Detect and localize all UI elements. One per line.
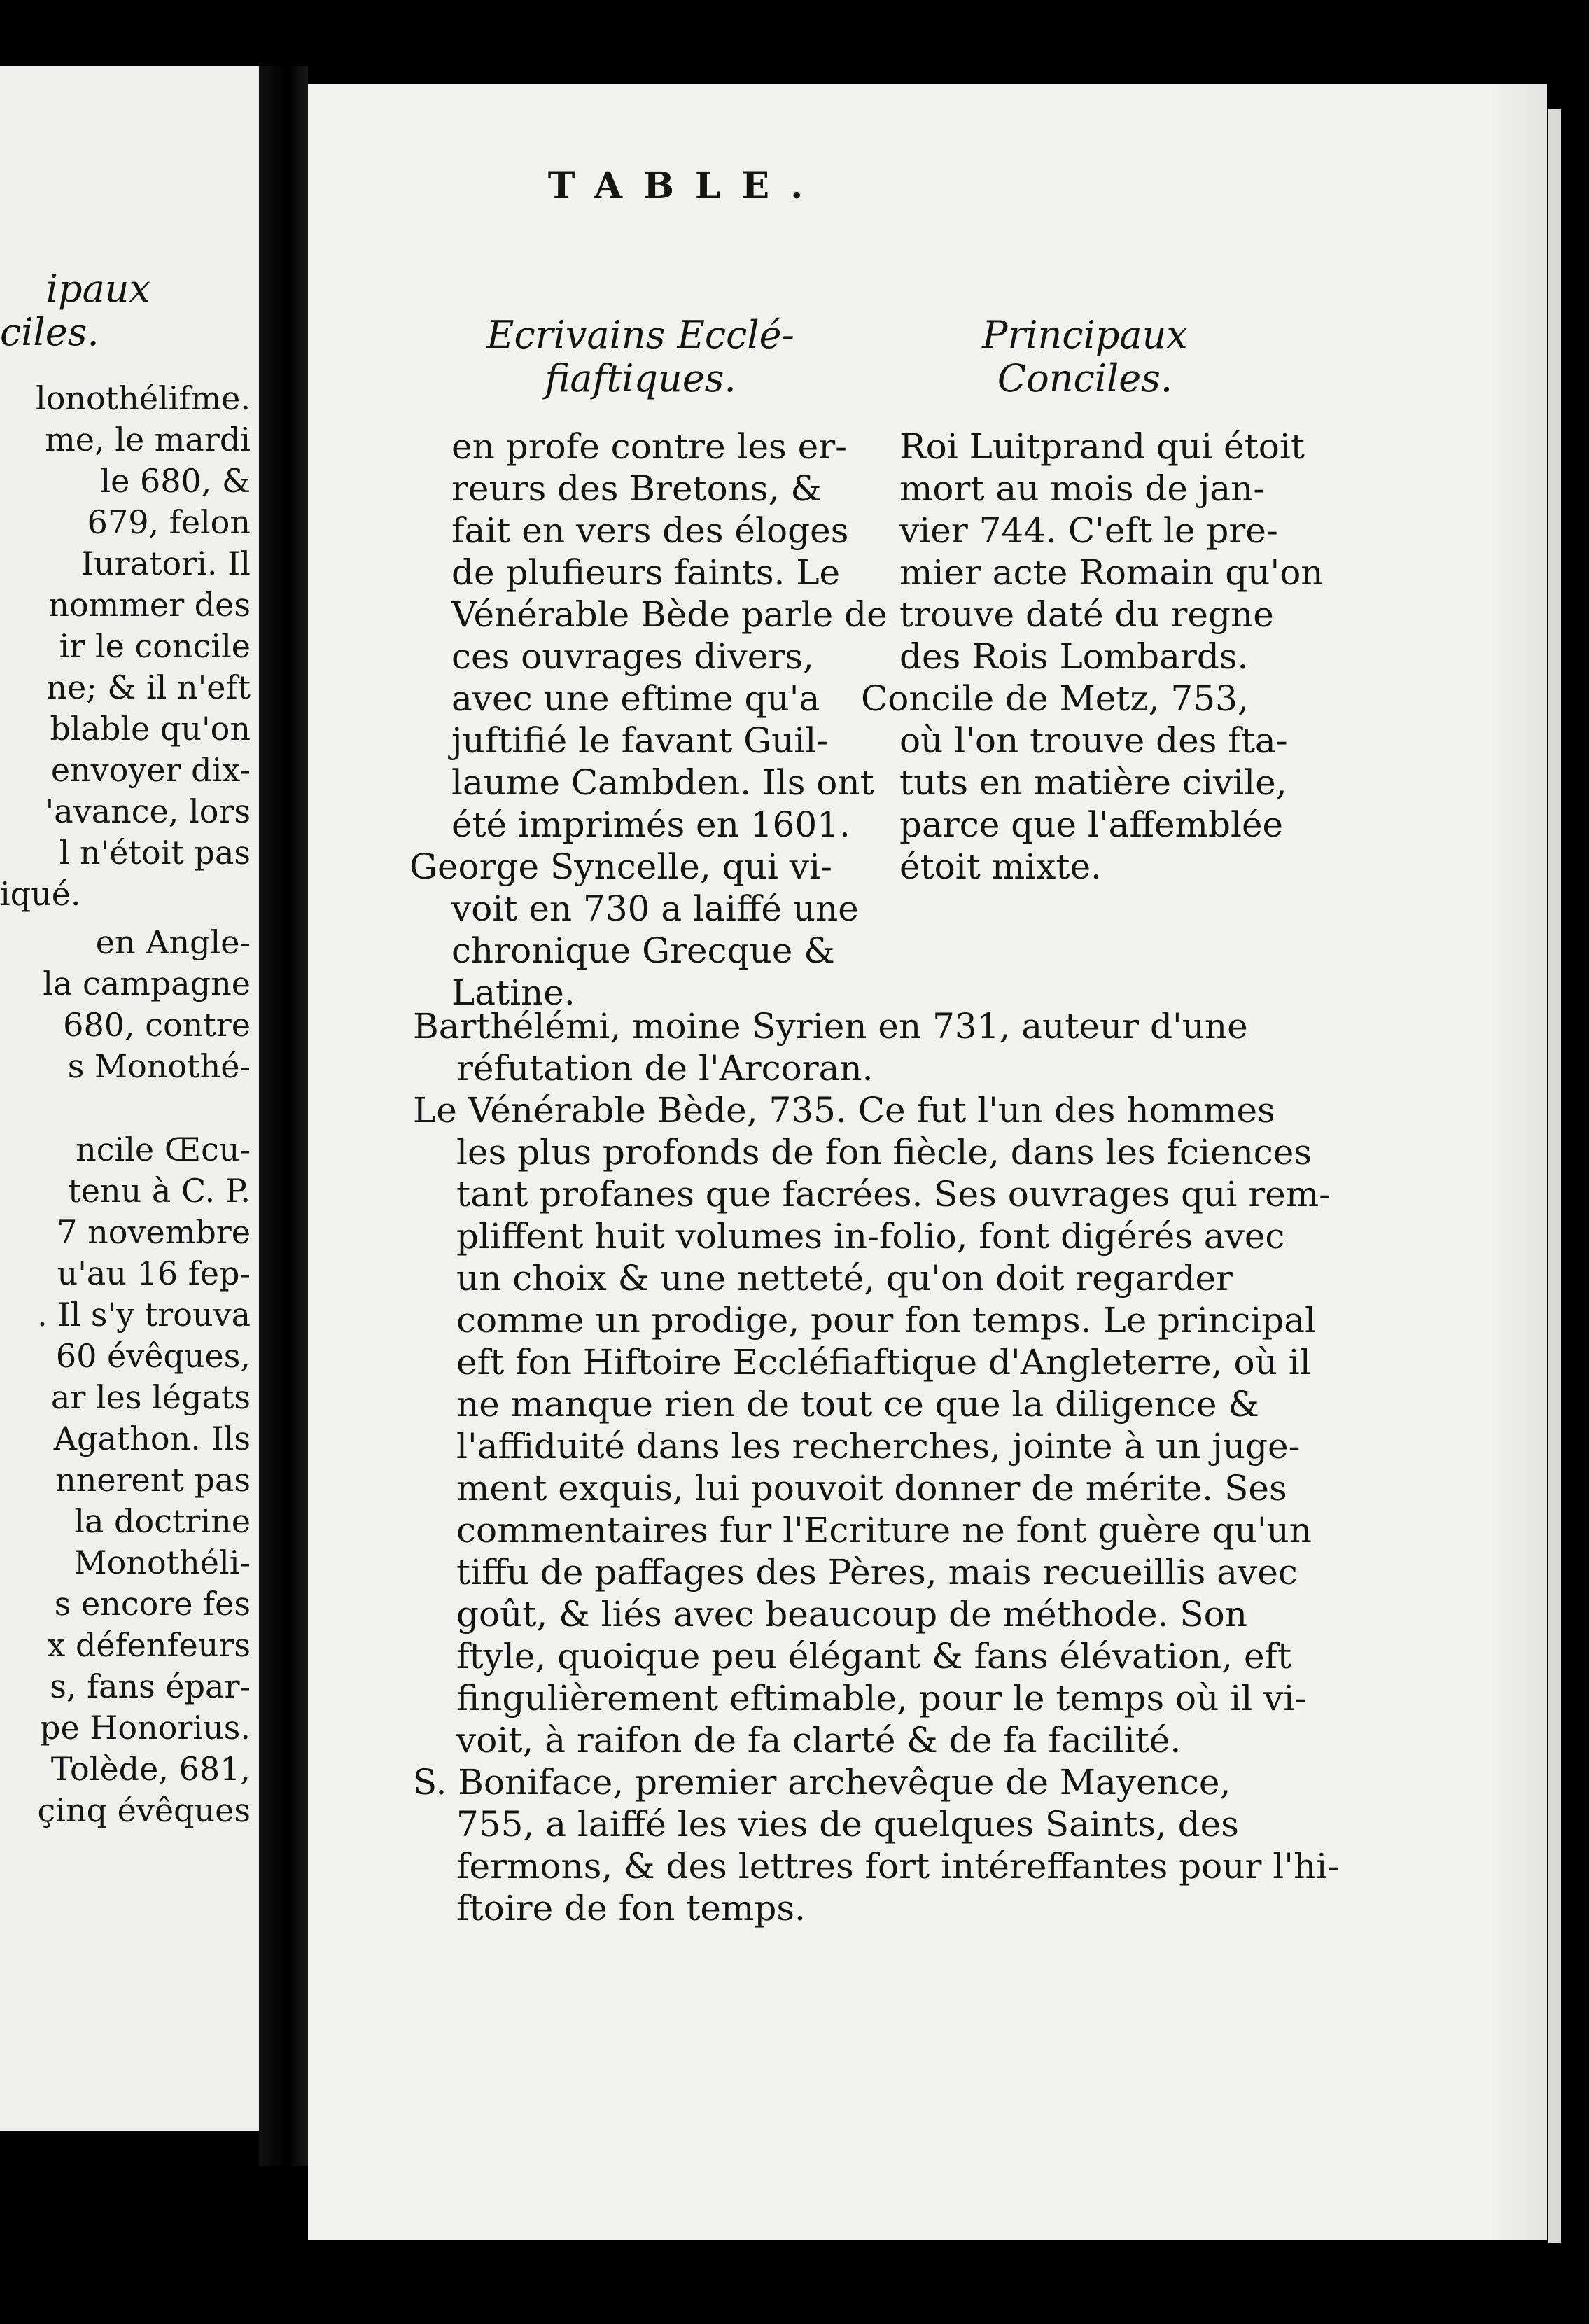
entry-line: fermons, & des lettres fort intéreffantes pour l'hi- bbox=[456, 1846, 1340, 1886]
left-text-line: 'avance, lors bbox=[45, 792, 251, 830]
left-text-line: ne; & il n'eft bbox=[46, 668, 251, 706]
left-text-line: en Angle- bbox=[95, 923, 251, 961]
entry-line: fingulièrement eftimable, pour le temps où il vi- bbox=[456, 1678, 1307, 1718]
councils-column-line: où l'on trouve des fta- bbox=[899, 720, 1288, 761]
writers-column-line: reurs des Bretons, & bbox=[451, 468, 822, 509]
left-text-line: 7 novembre bbox=[57, 1213, 251, 1251]
left-header-line-1: ipaux bbox=[46, 267, 150, 311]
left-text-line: çinq évêques bbox=[37, 1791, 251, 1829]
councils-column-line: étoit mixte. bbox=[899, 846, 1102, 887]
left-text-line: Iuratori. Il bbox=[80, 545, 251, 582]
councils-column-line: mier acte Romain qu'on bbox=[899, 552, 1324, 593]
writers-column-line: Latine. bbox=[451, 972, 575, 1013]
left-text-line: le 680, & bbox=[100, 462, 251, 500]
left-text-line: la campagne bbox=[43, 965, 251, 1002]
entry-line: Barthélémi, moine Syrien en 731, auteur d'une bbox=[413, 1006, 1248, 1046]
left-text-line: ir le concile bbox=[59, 627, 251, 665]
page-shadow bbox=[1491, 84, 1547, 2240]
left-text-line: pe Honorius. bbox=[40, 1709, 251, 1746]
entry-line: goût, & liés avec beaucoup de méthode. Son bbox=[456, 1594, 1247, 1634]
entry-line: comme un prodige, pour fon temps. Le principal bbox=[456, 1300, 1317, 1340]
entry-line: voit, à raifon de fa clarté & de fa facilité. bbox=[456, 1720, 1182, 1760]
page-title: TABLE. bbox=[547, 164, 825, 207]
councils-column-line: mort au mois de jan- bbox=[899, 468, 1266, 509]
left-text-line: u'au 16 fep- bbox=[57, 1254, 251, 1292]
entry-line: eft fon Hiftoire Eccléfiaftique d'Angleterre, où il bbox=[456, 1342, 1311, 1382]
left-text-line: Tolède, 681, bbox=[50, 1750, 251, 1788]
entry-line: réfutation de l'Arcoran. bbox=[456, 1048, 874, 1088]
left-text-line: Agathon. Ils bbox=[53, 1420, 251, 1457]
left-text-line: nnerent pas bbox=[55, 1461, 251, 1499]
writers-column-line: fait en vers des éloges bbox=[451, 510, 849, 551]
writers-column-line: Vénérable Bède parle de bbox=[451, 594, 888, 635]
left-text-line: nommer des bbox=[48, 586, 251, 624]
left-text-line: tenu à C. P. bbox=[68, 1172, 251, 1210]
left-text-line: s encore fes bbox=[54, 1585, 251, 1623]
column-heading-writers-line-2: fiaftiques. bbox=[545, 356, 736, 400]
left-text-line: l n'étoit pas bbox=[59, 834, 251, 872]
left-text-line: ar les légats bbox=[50, 1378, 251, 1416]
column-heading-councils-line-1: Principaux bbox=[982, 313, 1188, 357]
left-text-line: s Monothé- bbox=[67, 1047, 251, 1085]
writers-column-line: été imprimés en 1601. bbox=[451, 804, 850, 845]
writers-column-line: chronique Grecque & bbox=[451, 930, 835, 971]
entry-line: un choix & une netteté, qu'on doit regarder bbox=[456, 1258, 1233, 1298]
left-text-line: envoyer dix- bbox=[50, 751, 251, 789]
left-text-line: lonothélifme. bbox=[36, 379, 251, 417]
councils-column-line: Roi Luitprand qui étoit bbox=[899, 426, 1305, 467]
page-gutter bbox=[259, 66, 308, 2166]
writers-column-line: en profe contre les er- bbox=[451, 426, 847, 467]
left-text-line: 679, felon bbox=[87, 503, 251, 541]
entry-line: ftoire de fon temps. bbox=[456, 1888, 806, 1928]
entry-line: S. Boniface, premier archevêque de Mayence, bbox=[413, 1762, 1231, 1802]
left-text-line: 680, contre bbox=[63, 1006, 251, 1044]
column-heading-writers-line-1: Ecrivains Ecclé- bbox=[486, 313, 794, 357]
entry-line: ne manque rien de tout ce que la diligence & bbox=[456, 1384, 1259, 1424]
left-header-line-2: ciles. bbox=[0, 310, 99, 354]
left-text-line: la doctrine bbox=[74, 1502, 251, 1540]
councils-column-line: tuts en matière civile, bbox=[899, 762, 1287, 803]
writers-column-line: laume Cambden. Ils ont bbox=[451, 762, 874, 803]
councils-column-line: Concile de Metz, 753, bbox=[861, 678, 1249, 719]
entry-line: tiffu de paffages des Pères, mais recueillis avec bbox=[456, 1552, 1298, 1592]
writers-column-line: voit en 730 a laiffé une bbox=[451, 888, 859, 929]
entry-line: tant profanes que facrées. Ses ouvrages qui rem- bbox=[456, 1174, 1331, 1214]
left-text-line: x défenfeurs bbox=[47, 1626, 251, 1664]
councils-column-line: des Rois Lombards. bbox=[899, 636, 1249, 677]
page-edge bbox=[1548, 108, 1561, 2244]
left-text-line: blable qu'on bbox=[50, 710, 251, 748]
left-text-line: Monothéli- bbox=[74, 1544, 251, 1581]
left-text-line: me, le mardi bbox=[45, 421, 251, 458]
left-text-line: 60 évêques, bbox=[55, 1337, 251, 1375]
entry-line: ftyle, quoique peu élégant & fans élévation, eft bbox=[456, 1636, 1292, 1676]
writers-column-line: avec une eftime qu'a bbox=[451, 678, 820, 719]
writers-column-line: juftifié le favant Guil- bbox=[451, 720, 829, 761]
entry-line: commentaires fur l'Ecriture ne font guère qu'un bbox=[456, 1510, 1312, 1550]
entry-line: les plus profonds de fon fiècle, dans les fciences bbox=[456, 1132, 1312, 1172]
writers-column-line: ces ouvrages divers, bbox=[451, 636, 814, 677]
councils-column-line: vier 744. C'eft le pre- bbox=[899, 510, 1278, 551]
entry-line: ment exquis, lui pouvoit donner de mérite. Ses bbox=[456, 1468, 1287, 1508]
entry-line: l'affiduité dans les recherches, jointe à un juge- bbox=[456, 1426, 1301, 1466]
left-text-line: s, fans épar- bbox=[50, 1667, 251, 1705]
entry-line: pliffent huit volumes in-folio, font digérés avec bbox=[456, 1216, 1285, 1256]
entry-line: 755, a laiffé les vies de quelques Saints, des bbox=[456, 1804, 1239, 1844]
writers-column-line: George Syncelle, qui vi- bbox=[410, 846, 832, 887]
entry-line: Le Vénérable Bède, 735. Ce fut l'un des hommes bbox=[413, 1090, 1275, 1130]
left-text-line: ncile Œcu- bbox=[76, 1130, 251, 1168]
column-heading-councils-line-2: Conciles. bbox=[997, 356, 1173, 400]
left-text-line: iqué. bbox=[0, 875, 81, 913]
councils-column-line: parce que l'affemblée bbox=[899, 804, 1284, 845]
writers-column-line: de plufieurs faints. Le bbox=[451, 552, 841, 593]
councils-column-line: trouve daté du regne bbox=[899, 594, 1274, 635]
left-text-line: . Il s'y trouva bbox=[37, 1296, 251, 1334]
